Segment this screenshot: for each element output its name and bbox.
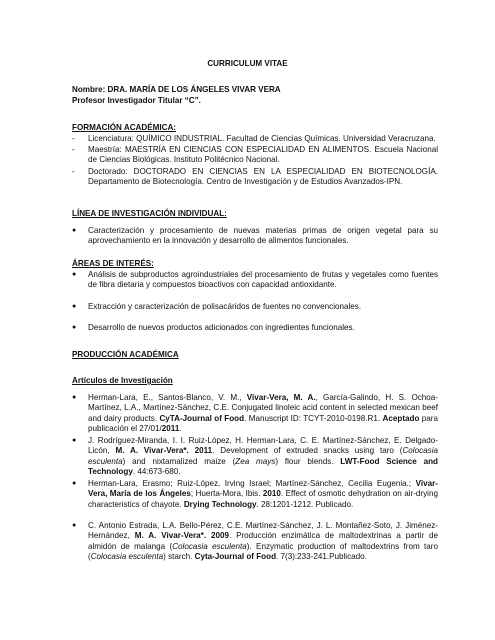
list-item-text: Extracción y caracterización de polisacáridos de fuentes no convencionales. [88, 302, 362, 311]
bullet-marker: ● [72, 480, 77, 487]
article-citation: C. Antonio Estrada, L.A. Bello-Pérez, C.E. Martínez-Sánchez, J. L. Montañez-Soto, J. Jiménez-Hernández, M. A. Vivar-Vera*. 2009. Producción enzimática de maltodextrinas a partir de almidón de malanga (Colocasia esculenta). Enzymatic production of maltodextrins from taro (Colocasia esculenta) starch. Cyta-Journal of Food. 7(3):233-241.Publicado. [88, 521, 439, 561]
list-item [72, 134, 438, 144]
article-item [72, 393, 438, 434]
dash-marker: - [72, 167, 75, 176]
list-item-text: Maestría: MAESTRÍA EN CIENCIAS CON ESPECIALIDAD EN ALIMENTOS. Escuela Nacional de Ciencias Biológicas. Instituto Politécnico Nacional. [88, 145, 438, 165]
dash-marker: - [72, 145, 75, 154]
list-item-text: Doctorado: DOCTORADO EN CIENCIAS EN LA ESPECIALIDAD EN BIOTECNOLOGÍA. Departamento de Biotecnología. Centro de Investigación y de Estudios Avanzados-IPN. [88, 167, 438, 187]
bullet-marker: ● [72, 271, 77, 278]
list-item-text: Análisis de subproductos agroindustriales del procesamiento de frutas y vegetales como fuentes de fibra dietaria y compuestos bioactivos con capacidad antioxidante. [88, 270, 438, 290]
bullet-marker: ● [72, 437, 77, 444]
list-item-text: Desarrollo de nuevos productos adicionados con ingredientes funcionales. [88, 323, 355, 332]
article-citation: Herman-Lara, Erasmo; Ruiz-López, Irving Israel; Martínez-Sánchez, Cecilia Eugenia.; Vivar-Vera, María de los Ángeles; Huerta-Mora, Ibis. 2010. Effect of osmotic dehydration on air-drying characteristics of chayote. Drying Technology. 28:1201-1212. Publicado. [88, 479, 438, 509]
article-item [72, 479, 438, 510]
article-citation: Herman-Lara, E., Santos-Blanco, V. M., Vivar-Vera, M. A., García-Galindo, H. S. Ochoa-Martínez, L.A., Martínez-Sánchez, C.E. Conjugated linoleic acid content in selected mexican beef and dairy products. CyTA-Journal of Food. Manuscript ID: TCYT-2010-0198.R1. Aceptado para publicación el 27/01/2011. [88, 393, 438, 433]
list-item [72, 226, 438, 247]
bullet-marker: ● [72, 394, 77, 401]
subsection-heading-articulos: Artículos de Investigación [72, 376, 173, 385]
list-item-text: Licenciatura: QUÍMICO INDUSTRIAL. Facultad de Ciencias Químicas. Universidad Veracruzana. [88, 134, 436, 143]
bullet-marker: ● [72, 522, 77, 529]
list-item [72, 167, 438, 188]
article-item [72, 436, 438, 477]
position-line: Profesor Investigador Titular “C”. [72, 96, 201, 105]
list-item [72, 302, 438, 312]
document-title: CURRICULUM VITAE [207, 59, 288, 68]
list-item-text: Caracterización y procesamiento de nuevas materias primas de origen vegetal para su aprovechamiento en la innovación y desarrollo de alimentos funcionales. [88, 226, 438, 246]
list-item [72, 323, 438, 333]
article-item [72, 521, 438, 562]
section-heading-formacion: FORMACIÓN ACADÉMICA: [72, 123, 177, 132]
list-item [72, 270, 438, 291]
dash-marker: - [72, 134, 75, 143]
list-item [72, 145, 438, 166]
section-heading-areas: ÁREAS DE INTERÉS: [72, 259, 154, 268]
bullet-marker: ● [72, 227, 77, 234]
bullet-marker: ● [72, 324, 77, 331]
article-citation: J. Rodríguez-Miranda, I. I. Ruiz-López, H. Herman-Lara, C. E. Martínez-Sánchez, E. Delgado-Licón, M. A. Vivar-Vera*. 2011. Development of extruded snacks using taro (Colocasia esculenta) and nixtamalized maize (Zea mays) flour blends. LWT-Food Science and Technology. 44:673-680. [88, 436, 438, 476]
bullet-marker: ● [72, 303, 77, 310]
section-heading-linea: LÍNEA DE INVESTIGACIÓN INDIVIDUAL: [72, 209, 227, 218]
name-line: Nombre: DRA. MARÍA DE LOS ÁNGELES VIVAR VERA [72, 85, 281, 94]
section-heading-produccion: PRODUCCIÓN ACADÉMICA [72, 350, 179, 359]
